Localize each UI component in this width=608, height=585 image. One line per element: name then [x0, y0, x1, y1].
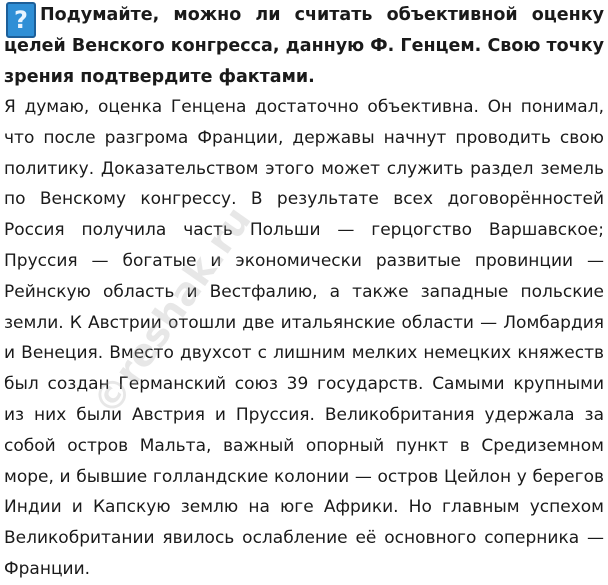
question-mark-glyph: ? — [14, 6, 28, 34]
document-page — [4, 0, 604, 583]
answer-text: Я думаю, оценка Генцена достаточно объективна. Он понимал, что после разгрома Франции, державы начнут проводить свою политику. Доказательством этого может служить раздел земель по Венскому конгрессу. В результате всех договорённостей Россия получила часть Польши — герцогство Варшавское; Пруссия — богатые и экономически развитые провинции — Рейнскую область и Вестфалию, а также западные польские земли. К Австрии отошли две итальянские области — Ломбардия и Венеция. Вместо двухсот с лишним мелких немецких княжеств был создан Германский союз 39 государств. Самыми крупными из них были Австрия и Пруссия. Великобритания удержала за собой остров Мальта, важный опорный пункт в Средиземном море, и бывшие голландские колонии — остров Цейлон у берегов Индии и Капскую землю на юге Африки. Но главным успехом Великобритании явилось ослабление её основного соперника — Франции. — [4, 97, 604, 579]
watermark-logo: ©reshak.ru — [84, 198, 260, 424]
question-text: Подумайте, можно ли считать объективной оценку целей Венского конгресса, данную Ф. Генцем. Свою точку зрения подтвердите фактами. — [4, 5, 604, 87]
question-text-block — [4, 0, 604, 93]
